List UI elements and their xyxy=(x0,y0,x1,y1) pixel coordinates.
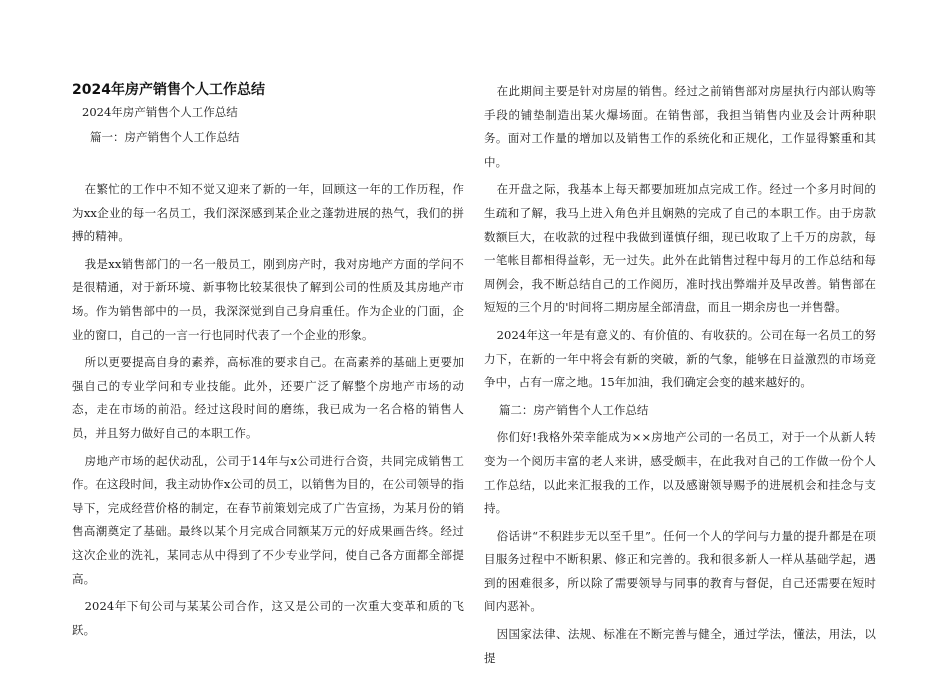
section-heading-1: 篇一：房产销售个人工作总结 xyxy=(90,130,240,144)
paragraph: 你们好!我格外荣幸能成为××房地产公司的一名员工，对于一个从新人转变为一个阅历丰富的老人来讲，感受颇丰，在此我对自己的工作做一份个人工作总结，以此来汇报我的工作，以及感谢领导赐予的进展机会和挂念与支持。 xyxy=(484,430,876,516)
paragraph: 俗话讲“不积跬步无以至千里”。任何一个人的学问与力量的提升都是在项目服务过程中不断积累、修正和完善的。我和很多新人一样从基础学起，遇到的困难很多，所以除了需要领导与同事的教育与督促，自己还需要在短时间内恶补。 xyxy=(484,528,876,614)
paragraph: 我是xx销售部门的一名一般员工，刚到房产时，我对房地产方面的学问不是很精通，对于新环境、新事物比较某很快了解到公司的性质及其房地产市场。作为销售部中的一员，我深深觉到自己身肩重任。作为企业的门面，企业的窗口，自己的一言一行也同时代表了一个企业的形象。 xyxy=(72,256,464,342)
paragraph: 2024年这一年是有意义的、有价值的、有收获的。公司在每一名员工的努力下，在新的一年中将会有新的突破，新的气象，能够在日益激烈的市场竞争中，占有一席之地。15年加油，我们确定会变的越来越好的。 xyxy=(484,327,876,390)
section-heading-2: 篇二：房产销售个人工作总结 xyxy=(498,402,649,417)
paragraph: 在开盘之际，我基本上每天都要加班加点完成工作。经过一个多月时间的生疏和了解，我马上进入角色并且娴熟的完成了自己的本职工作。由于房款数额巨大，在收款的过程中我做到谨慎仔细，现已收取了上千万的房款，每一笔帐目都相得益彰，无一过失。此外在此销售过程中每月的工作总结和每周例会，我不断总结自己的工作阅历，准时找出弊端并及早改善。销售部在短短的三个月的'时间将二期房屋全部清盘，而且一期余房也一并售罄。 xyxy=(484,182,876,315)
paragraph: 2024年下旬公司与某某公司合作，这又是公司的一次重大变革和质的飞跃。 xyxy=(72,599,464,637)
document-title: 2024年房产销售个人工作总结 xyxy=(72,82,265,98)
paragraph: 因国家法律、法规、标准在不断完善与健全，通过学法，懂法，用法，以提 xyxy=(484,627,876,665)
paragraph: 在繁忙的工作中不知不觉又迎来了新的一年，回顾这一年的工作历程，作为xx企业的每一名员工，我们深深感到某企业之蓬勃进展的热气，我们的拼搏的精神。 xyxy=(72,182,464,244)
paragraph: 在此期间主要是针对房屋的销售。经过之前销售部对房屋执行内部认购等手段的铺垫制造出某火爆场面。在销售部，我担当销售内业及会计两种职务。面对工作量的增加以及销售工作的系统化和正规化，工作显得繁重和其中。 xyxy=(484,84,876,169)
document-subtitle: 2024年房产销售个人工作总结 xyxy=(82,105,238,119)
paragraph: 房地产市场的起伏动乱，公司于14年与x公司进行合资，共同完成销售工作。在这段时间，我主动协作x公司的员工，以销售为目的，在公司领导的指导下，完成经营价格的制定，在春节前策划完成了广告宣扬，为某月份的销售高潮奠定了基础。最终以某个月完成合同额某万元的好成果画告终。经过这次企业的洗礼，某同志从中得到了不少专业学问，使自己各方面都全部提高。 xyxy=(72,453,464,586)
right-body xyxy=(484,80,876,674)
paragraph: 所以更要提高自身的素养，高标准的要求自己。在高素养的基础上更要加强自己的专业学问和专业技能。此外，还要广泛了解整个房地产市场的动态，走在市场的前沿。经过这段时间的磨练，我已成为一名合格的销售人员，并且努力做好自己的本职工作。 xyxy=(72,355,464,440)
left-body xyxy=(72,178,464,646)
